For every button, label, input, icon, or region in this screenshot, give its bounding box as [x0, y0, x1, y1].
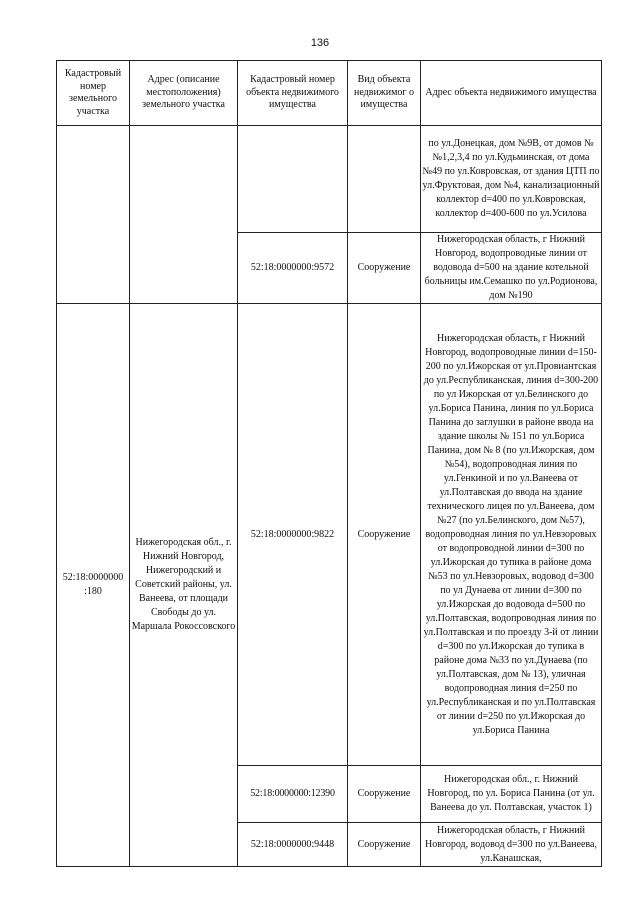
object-address-cell: Нижегородская обл., г. Нижний Новгород, по ул. Бориса Панина (от ул. Ванеева до ул. Полтавская, участок 1) — [421, 766, 602, 823]
parcel-address-cell: Нижегородская обл., г. Нижний Новгород, Нижегородский и Советский районы, ул. Ванеева, от площади Свободы до ул. Маршала Рокоссовского — [130, 304, 238, 867]
header-object-type: Вид объекта недвижимог о имущества — [348, 61, 421, 126]
parcel-number-cell — [57, 126, 130, 304]
object-type-cell — [348, 126, 421, 233]
header-parcel-address: Адрес (описание местоположения) земельного участка — [130, 61, 238, 126]
header-object-address: Адрес объекта недвижимого имущества — [421, 61, 602, 126]
object-type-cell: Сооружение — [348, 304, 421, 766]
object-address-cell: по ул.Донецкая, дом №9В, от домов №№1,2,3,4 по ул.Кудьминская, от дома №49 по ул.Ковровская, от здания ЦТП по ул.Фруктовая, дом №4, канализационный коллектор d=400 по ул.Ковровская, коллектор d=400-600 по ул.Усилова — [421, 126, 602, 233]
parcel-number-cell: 52:18:0000000 :180 — [57, 304, 130, 867]
header-row — [57, 61, 602, 126]
table-row — [57, 126, 602, 233]
object-number-cell: 52:18:0000000:9448 — [238, 823, 348, 867]
object-type-cell: Сооружение — [348, 766, 421, 823]
table-row — [57, 304, 602, 766]
header-parcel-number: Кадастровый номер земельного участка — [57, 61, 130, 126]
object-number-cell: 52:18:0000000:9572 — [238, 233, 348, 304]
object-number-cell: 52:18:0000000:9822 — [238, 304, 348, 766]
object-type-cell: Сооружение — [348, 233, 421, 304]
object-number-cell: 52:18:0000000:12390 — [238, 766, 348, 823]
object-type-cell: Сооружение — [348, 823, 421, 867]
page-number: 136 — [310, 37, 330, 49]
object-number-cell — [238, 126, 348, 233]
header-object-number: Кадастровый номер объекта недвижимого имущества — [238, 61, 348, 126]
object-address-cell: Нижегородская область, г Нижний Новгород, водовод d=300 по ул.Ванеева, ул.Канашская, — [421, 823, 602, 867]
object-address-cell: Нижегородская область, г Нижний Новгород, водопроводные линии d=150-200 по ул.Ижорская от ул.Провиантская до ул.Республиканская, линия d=300-200 по ул Ижорская от ул.Белинского до ул.Бориса Панина, линия по ул.Бориса Панина до заглушки в районе ввода на здание школы № 151 по ул.Бориса Панина, дом № 8 (по ул.Ижорская, дом №54), водопроводная линия по ул.Генкиной и по ул.Ванеева от ул.Полтавская до ввода на здание технического лицея по ул.Ванеева, дом №27 (по ул.Белинского, дом №57), водопроводная линия по ул.Невзоровых от водопроводной линии d=300 по ул.Ижорская до тупика в районе дома №53 по ул.Невзоровых, водовод d=300 по ул Дунаева от линии d=300 по ул.Ижорская до водовода d=500 по ул.Полтавская, водопроводная линия по ул.Полтавская и по проезду 3-й от линии d=300 по ул.Ижорская до тупика в районе дома №33 по ул.Дунаева (по ул.Полтавская, дом № 13), уличная водопроводная линия d=250 по ул.Республиканская и по ул.Полтавская от линии d=250 по ул.Ижорская до ул.Бориса Панина — [421, 304, 602, 766]
parcel-address-cell — [130, 126, 238, 304]
object-address-cell: Нижегородская область, г Нижний Новгород, водопроводные линии от водовода d=500 на здание котельной больницы им.Семашко по ул.Родионова, дом №190 — [421, 233, 602, 304]
cadastral-table — [56, 60, 602, 867]
